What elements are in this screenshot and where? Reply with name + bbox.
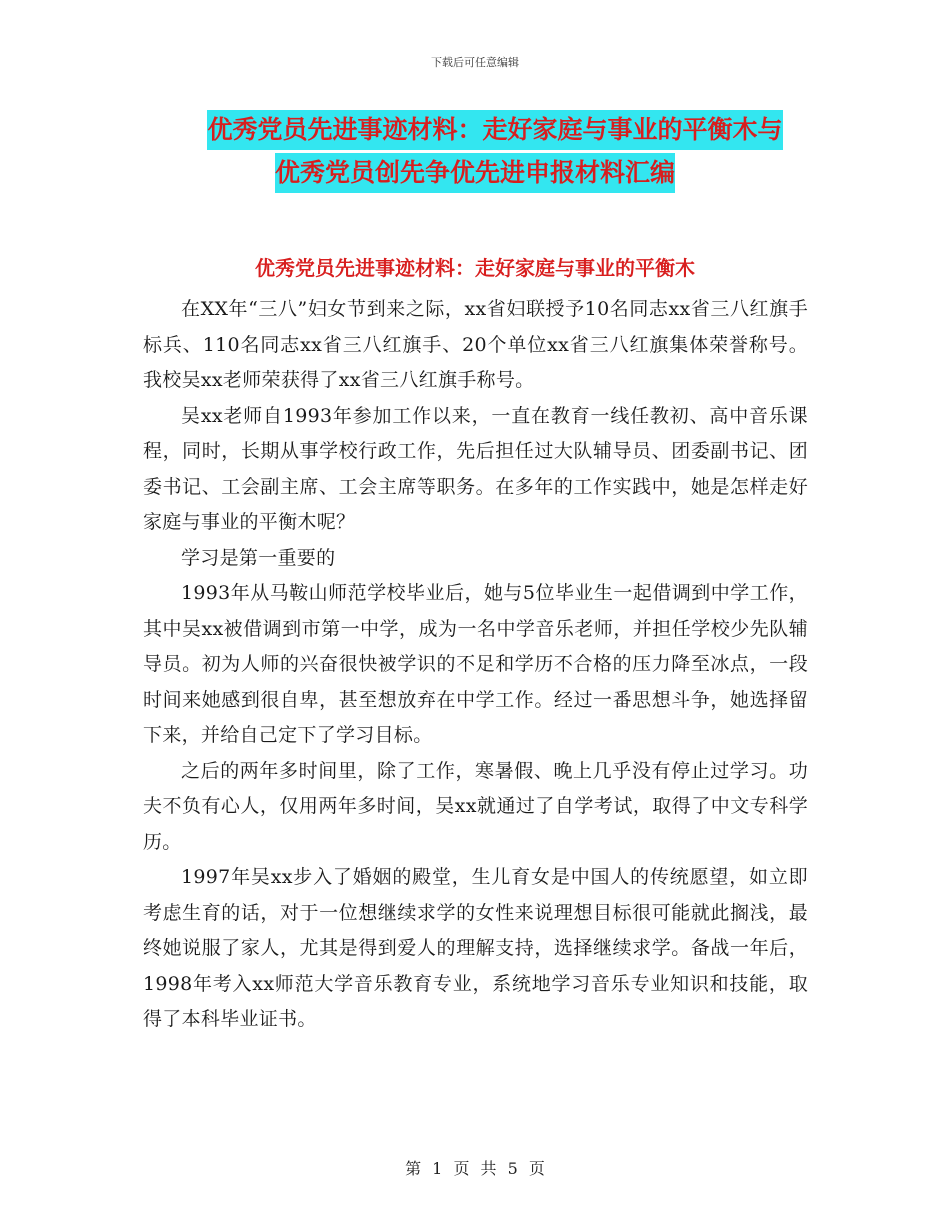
header-note: 下载后可任意编辑 (431, 56, 519, 69)
document-title-line-1 (0, 117, 950, 142)
paragraph: 吴xx老师自1993年参加工作以来，一直在教育一线任教初、高中音乐课程，同时，长期从事学校行政工作，先后担任过大队辅导员、团委副书记、团委书记、工会副主席、工会主席等职务。在多年的工作实践中，她是怎样走好家庭与事业的平衡木呢？ (143, 404, 808, 533)
page-footer: 第 1 页 共 5 页 (405, 1159, 545, 1178)
document-title-line-2 (0, 160, 950, 185)
section-subtitle: 优秀党员先进事迹材料：走好家庭与事业的平衡木 (255, 256, 695, 280)
paragraph: 在XX年“三八”妇女节到来之际，xx省妇联授予10名同志xx省三八红旗手标兵、110名同志xx省三八红旗手、20个单位xx省三八红旗集体荣誉称号。我校吴xx老师荣获得了xx省三八红旗手称号。 (143, 298, 808, 391)
paragraph: 1993年从马鞍山师范学校毕业后，她与5位毕业生一起借调到中学工作，其中吴xx被借调到市第一中学，成为一名中学音乐老师，并担任学校少先队辅导员。初为人师的兴奋很快被学识的不足和学历不合格的压力降至冰点，一段时间来她感到很自卑，甚至想放弃在中学工作。经过一番思想斗争，她选择留下来，并给自己定下了学习目标。 (143, 582, 808, 746)
paragraph: 1997年吴xx步入了婚姻的殿堂，生儿育女是中国人的传统愿望，如立即考虑生育的话，对于一位想继续求学的女性来说理想目标很可能就此搁浅，最终她说服了家人，尤其是得到爱人的理解支持，选择继续求学。备战一年后，1998年考入xx师范大学音乐教育专业，系统地学习音乐专业知识和技能，取得了本科毕业证书。 (143, 866, 808, 1030)
title-highlight-2: 优秀党员创先争优先进申报材料汇编 (275, 153, 675, 193)
body-text (143, 292, 808, 1038)
title-highlight-1: 优秀党员先进事迹材料：走好家庭与事业的平衡木与 (207, 110, 782, 150)
section-heading: 学习是第一重要的 (181, 546, 336, 569)
paragraph: 之后的两年多时间里，除了工作，寒暑假、晚上几乎没有停止过学习。功夫不负有心人，仅用两年多时间，吴xx就通过了自学考试，取得了中文专科学历。 (143, 759, 808, 853)
